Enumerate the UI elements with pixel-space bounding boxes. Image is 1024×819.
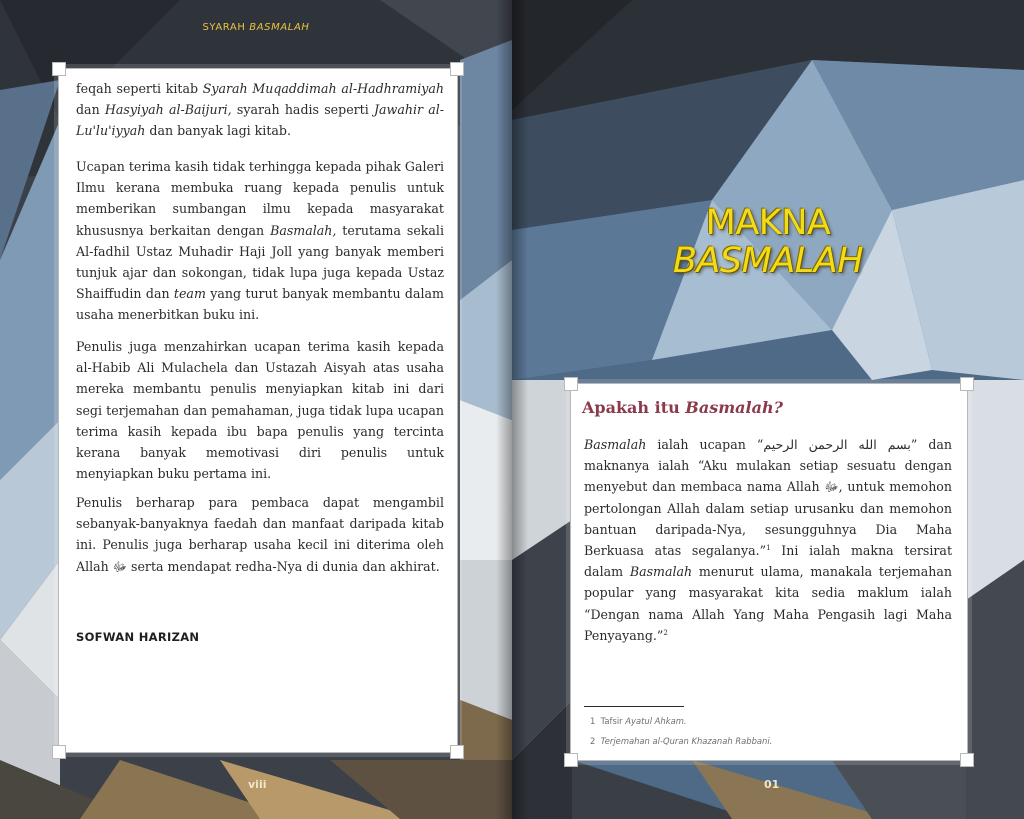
text: dan banyak lagi kitab. xyxy=(145,123,291,139)
card-corner xyxy=(450,62,464,76)
paragraph-definition xyxy=(584,434,952,646)
paragraph-hope: Penulis berharap para pembaca dapat mengambil sebanyak-banyaknya faedah dan manfaat daripada kitab ini. Penulis juga berharap usaha kecil ini diterima oleh Allah ﷻ serta mendapat redha-Nya di dunia dan akhirat. xyxy=(76,495,444,574)
book-title: Hasyiyah al-Baijuri, xyxy=(104,102,232,118)
heading-prefix: Apakah itu xyxy=(582,398,686,417)
chapter-title-italic: BASMALAH xyxy=(672,241,864,281)
running-head xyxy=(0,22,512,33)
footnote-1 xyxy=(590,716,687,726)
text: menurut ulama, manakala terjemahan popular yang masyarakat kita sedia maklum ialah “Dengan nama Allah Yang Maha Pengasih lagi Maha Penyayang.” xyxy=(584,564,952,643)
emphasis: team xyxy=(173,286,206,302)
author-signature: SOFWAN HARIZAN xyxy=(76,630,200,644)
text: yang turut banyak membantu dalam usaha menerbitkan buku ini. xyxy=(76,286,444,323)
card-corner xyxy=(960,753,974,767)
book-title: Syarah Muqaddimah al-Hadhramiyah xyxy=(202,81,444,96)
card-corner xyxy=(960,377,974,391)
card-corner xyxy=(52,745,66,759)
card-corner xyxy=(450,745,464,759)
text: ialah ucapan “بسم الله الرحمن الرحيم” dan maknanya ialah “Aku mulakan setiap sesuatu dengan menyebut dan membaca nama Allah ﷻ, untuk memohon pertolongan Allah dalam setiap urusanku dan memohon bantuan daripada-Nya, sesungguhnya Dia Maha Berkuasa atas segalanya.” xyxy=(584,437,953,559)
book-title: Jawahir al-Lu'lu'iyyah xyxy=(76,102,445,139)
chapter-title-line-1: MAKNA xyxy=(705,203,831,243)
text: feqah seperti kitab xyxy=(76,81,203,96)
paragraph-intro xyxy=(76,78,444,142)
text: terutama sekali Al-fadhil Ustaz Muhadir Haji Joll yang banyak memberi tunjuk ajar dan sokongan, tidak lupa juga kepada Ustaz Shaiffudin dan xyxy=(76,222,444,302)
section-heading xyxy=(582,398,783,417)
card-corner xyxy=(564,753,578,767)
heading-italic: Basmalah? xyxy=(685,398,783,417)
emphasis: Basmalah xyxy=(629,564,693,580)
text: syarah hadis seperti xyxy=(231,102,374,118)
text: dan xyxy=(76,102,105,118)
footnote-2 xyxy=(590,736,772,746)
footnote-number: 1 xyxy=(590,716,596,726)
emphasis: Basmalah xyxy=(584,437,647,452)
footnote-divider xyxy=(584,706,684,707)
running-head-italic: BASMALAH xyxy=(249,22,310,33)
book-gutter xyxy=(496,0,528,819)
emphasis: Basmalah, xyxy=(270,222,337,238)
page-number-right: 01 xyxy=(764,778,780,791)
text: Ucapan terima kasih tidak terhingga kepada pihak Galeri Ilmu kerana membuka ruang kepada penulis untuk memberikan sumbangan ilmu kepada masyarakat khususnya berkaitan dengan xyxy=(76,159,444,238)
footnote-title: Terjemahan al-Quran Khazanah Rabbani. xyxy=(600,736,773,746)
paragraph-acknowledgement: Penulis juga menzahirkan ucapan terima kasih kepada al-Habib Ali Mulachela dan Ustazah Aisyah atas usaha mereka membantu penulis menyiapkan kitab ini dari segi terjemahan dan pemahaman, juga tidak lupa ucapan terima kasih kepada ibu bapa penulis yang tercinta kerana banyak memotivasi diri penulis untuk menyiapkan buku pertama ini. xyxy=(76,339,444,482)
card-corner xyxy=(52,62,66,76)
chapter-title-line-2 xyxy=(512,242,1024,280)
footnote-text: Tafsir xyxy=(600,716,626,726)
footnote-number: 2 xyxy=(590,736,596,746)
footnote-ref: 1 xyxy=(766,543,771,552)
running-head-prefix: SYARAH xyxy=(202,22,246,33)
footnote-title: Ayatul Ahkam. xyxy=(625,716,687,726)
page-number-left: viii xyxy=(248,778,267,791)
card-corner xyxy=(564,377,578,391)
text: Ini ialah makna tersirat dalam xyxy=(584,543,953,580)
footnote-ref: 2 xyxy=(663,628,668,637)
paragraph-thanks xyxy=(76,156,444,326)
